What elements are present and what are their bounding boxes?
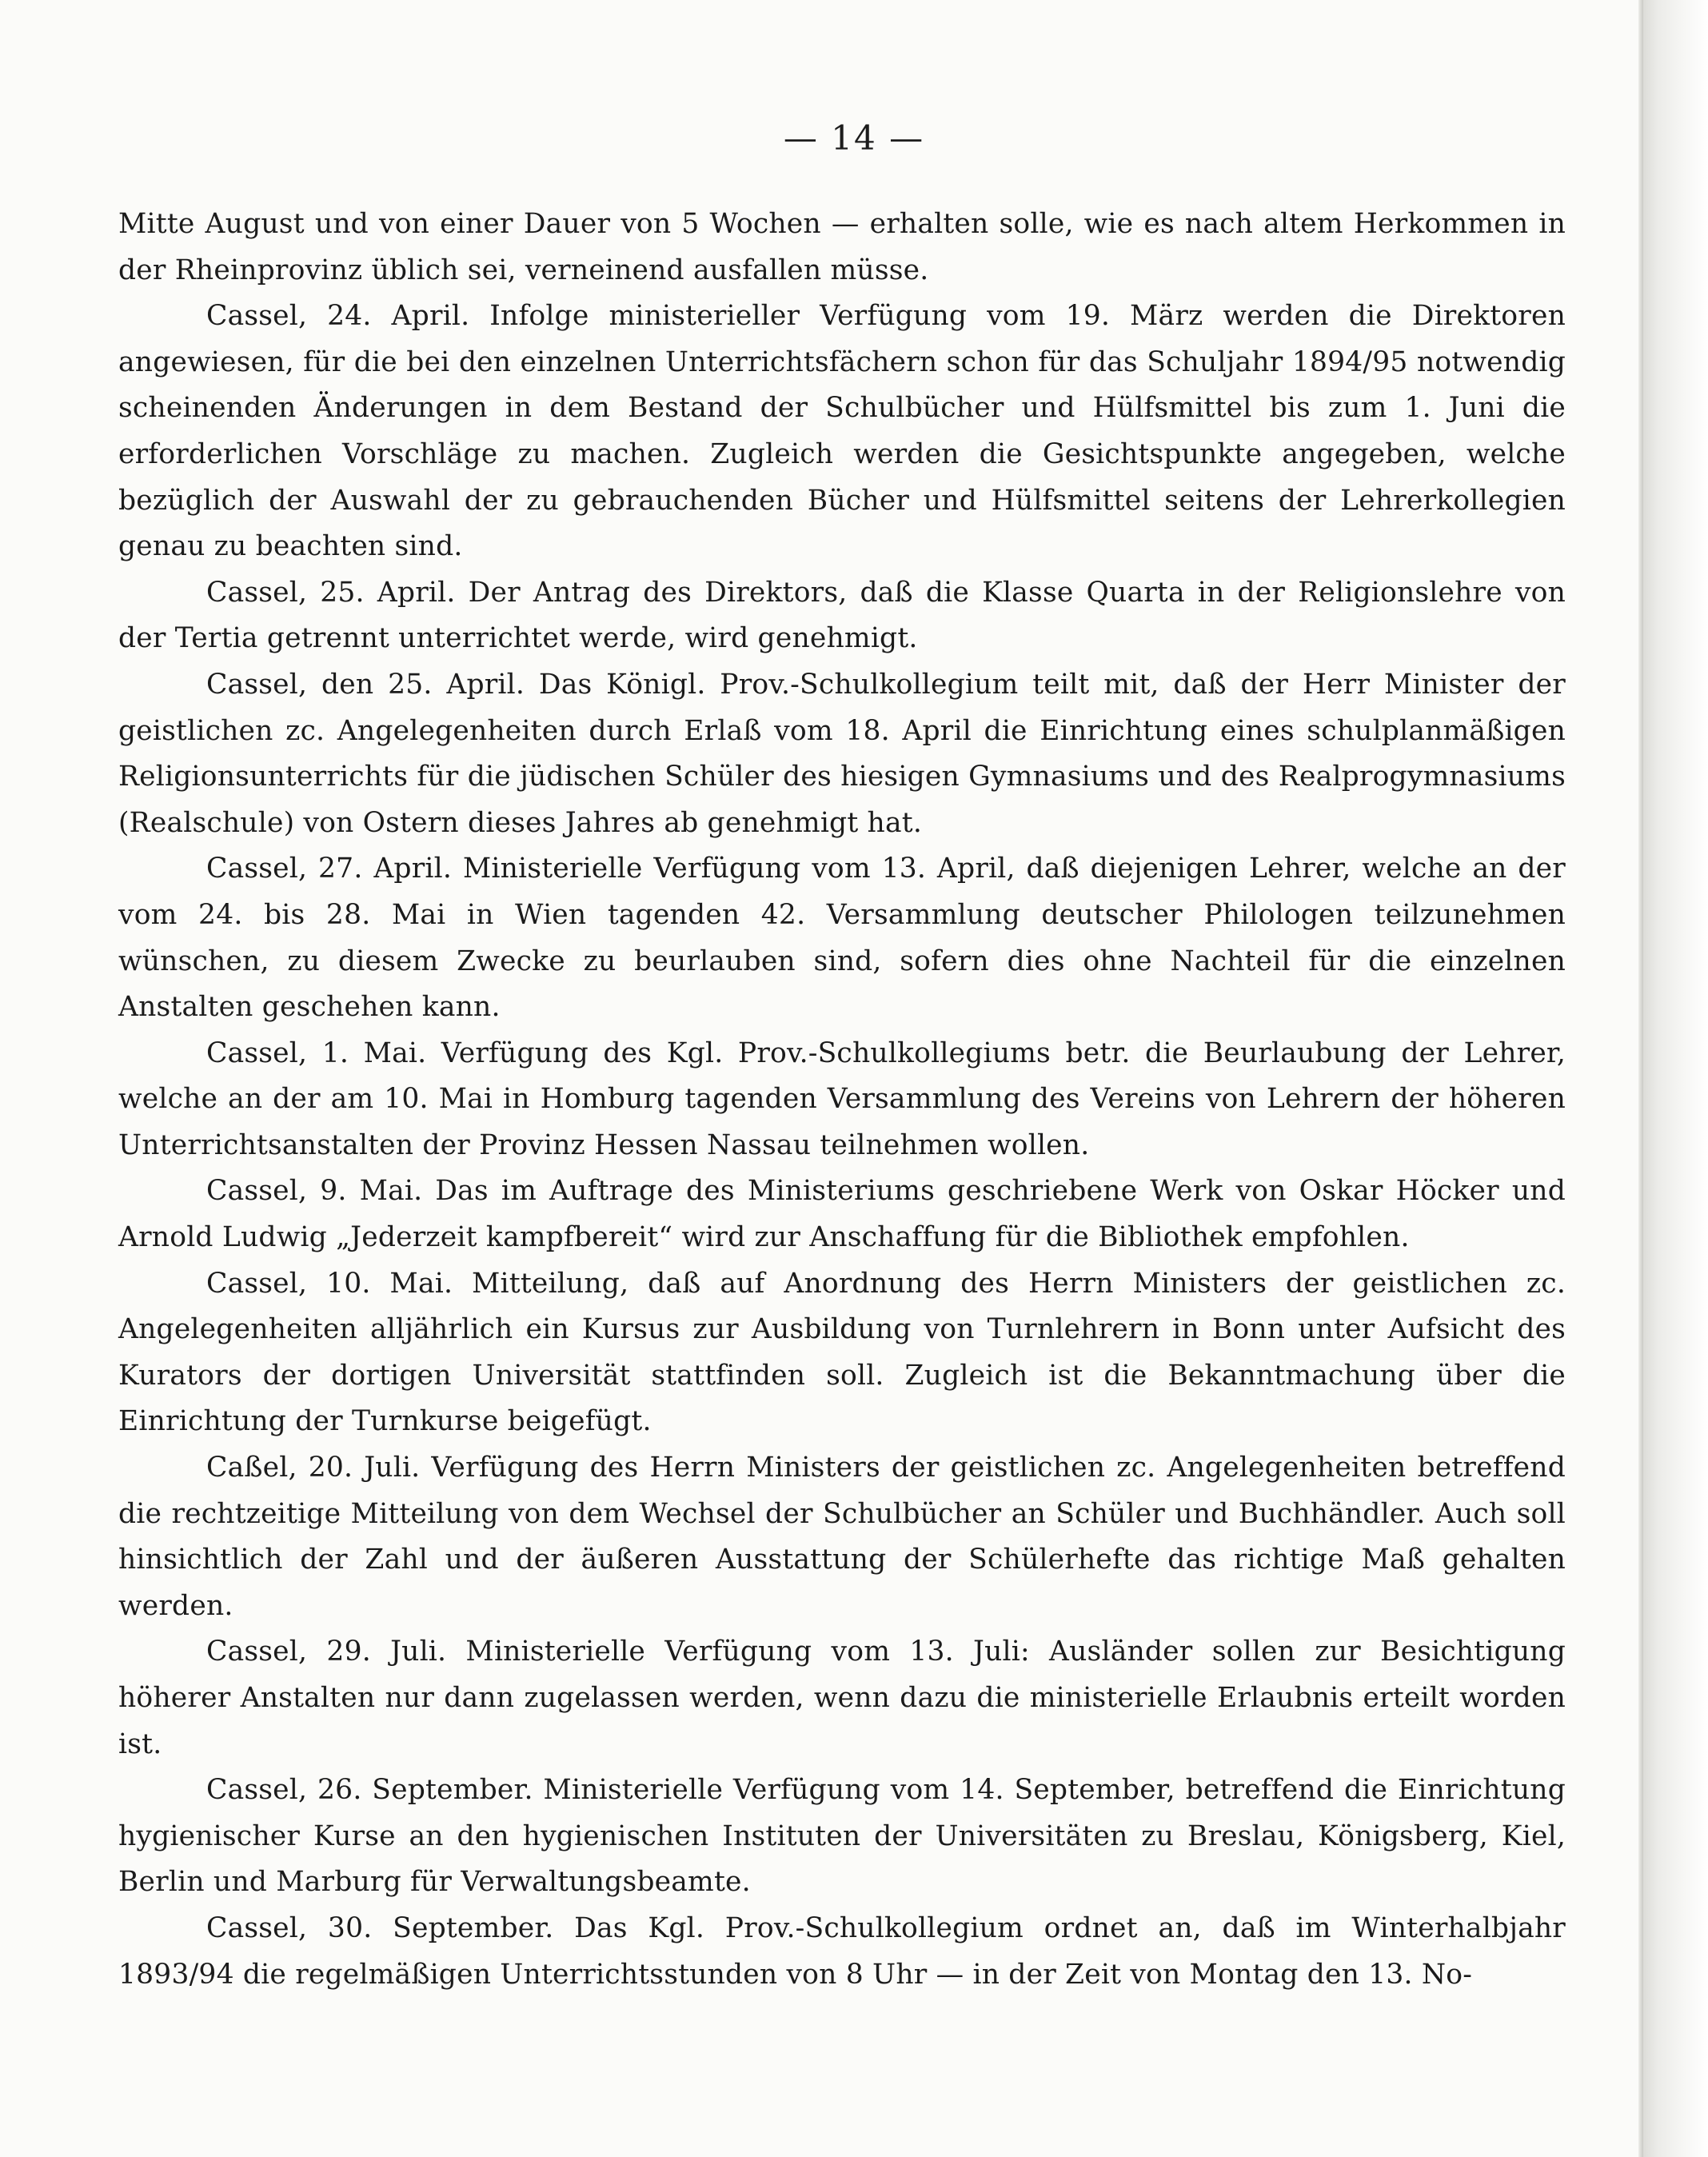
paragraph: Cassel, 29. Juli. Ministerielle Verfügung vom 13. Juli: Ausländer sollen zur Besichtigung höherer Anstalten nur dann zugelassen werden, wenn dazu die ministerielle Erlaubnis erteilt worden ist. — [118, 1636, 1566, 1760]
paragraph: Mitte August und von einer Dauer von 5 Wochen — erhalten solle, wie es nach altem Herkommen in der Rheinprovinz üblich sei, verneinend ausfallen müsse. — [118, 208, 1566, 286]
body-text — [118, 202, 1566, 1998]
paragraph: Cassel, 1. Mai. Verfügung des Kgl. Prov.-Schulkollegiums betr. die Beurlaubung der Lehrer, welche an der am 10. Mai in Homburg tagenden Versammlung des Vereins von Lehrern der höheren Unterrichtsanstalten der Provinz Hessen Nassau teilnehmen wollen. — [118, 1037, 1566, 1161]
paragraph: Cassel, 30. September. Das Kgl. Prov.-Schulkollegium ordnet an, daß im Winterhalbjahr 1893/94 die regelmäßigen Unterrichtsstunden von 8 Uhr — in der Zeit von Montag den 13. No- — [118, 1911, 1566, 1991]
paragraph: Cassel, den 25. April. Das Königl. Prov.-Schulkollegium teilt mit, daß der Herr Minister der geistlichen zc. Angelegenheiten durch Erlaß vom 18. April die Einrichtung eines schulplanmäßigen Religionsunterrichts für die jüdischen Schüler des hiesigen Gymnasiums und des Realprogymnasiums (Realschule) von Ostern dieses Jahres ab genehmigt hat. — [118, 668, 1566, 839]
paragraph: Caßel, 20. Juli. Verfügung des Herrn Ministers der geistlichen zc. Angelegenheiten betreffend die rechtzeitige Mitteilung von dem Wechsel der Schulbücher an Schüler und Buchhändler. Auch soll hinsichtlich der Zahl und der äußeren Ausstattung der Schülerhefte das richtige Maß gehalten werden. — [118, 1452, 1566, 1622]
page-edge — [1643, 0, 1708, 2157]
paragraph: Cassel, 10. Mai. Mitteilung, daß auf Anordnung des Herrn Ministers der geistlichen zc. Angelegenheiten alljährlich ein Kursus zur Ausbildung von Turnlehrern in Bonn unter Aufsicht des Kurators der dortigen Universität stattfinden soll. Zugleich ist die Bekanntmachung über die Einrichtung der Turnkurse beigefügt. — [118, 1267, 1566, 1438]
paragraph: Cassel, 9. Mai. Das im Auftrage des Ministeriums geschriebene Werk von Oskar Höcker und Arnold Ludwig „Jederzeit kampfbereit“ wird zur Anschaffung für die Bibliothek empfohlen. — [118, 1175, 1566, 1254]
paragraph: Cassel, 27. April. Ministerielle Verfügung vom 13. April, daß diejenigen Lehrer, welche an der vom 24. bis 28. Mai in Wien tagenden 42. Versammlung deutscher Philologen teilzunehmen wünschen, zu diesem Zwecke zu beurlauben sind, sofern dies ohne Nachteil für die einzelnen Anstalten geschehen kann. — [118, 853, 1566, 1024]
paragraph: Cassel, 25. April. Der Antrag des Direktors, daß die Klasse Quarta in der Religionslehre von der Tertia getrennt unterrichtet werde, wird genehmigt. — [118, 576, 1566, 655]
paragraph: Cassel, 26. September. Ministerielle Verfügung vom 14. September, betreffend die Einrichtung hygienischer Kurse an den hygienischen Instituten der Universitäten zu Breslau, Königsberg, Kiel, Berlin und Marburg für Verwaltungsbeamte. — [118, 1774, 1566, 1899]
paragraph: Cassel, 24. April. Infolge ministerieller Verfügung vom 19. März werden die Direktoren angewiesen, für die bei den einzelnen Unterrichtsfächern schon für das Schuljahr 1894/95 notwendig scheinenden Änderungen in dem Bestand der Schulbücher und Hülfsmittel bis zum 1. Juni die erforderlichen Vorschläge zu machen. Zugleich werden die Gesichtspunkte angegeben, welche bezüglich der Auswahl der zu gebrauchenden Bücher und Hülfsmittel seitens der Lehrerkollegien genau zu beachten sind. — [118, 300, 1566, 563]
page-number: — 14 — — [783, 118, 925, 158]
